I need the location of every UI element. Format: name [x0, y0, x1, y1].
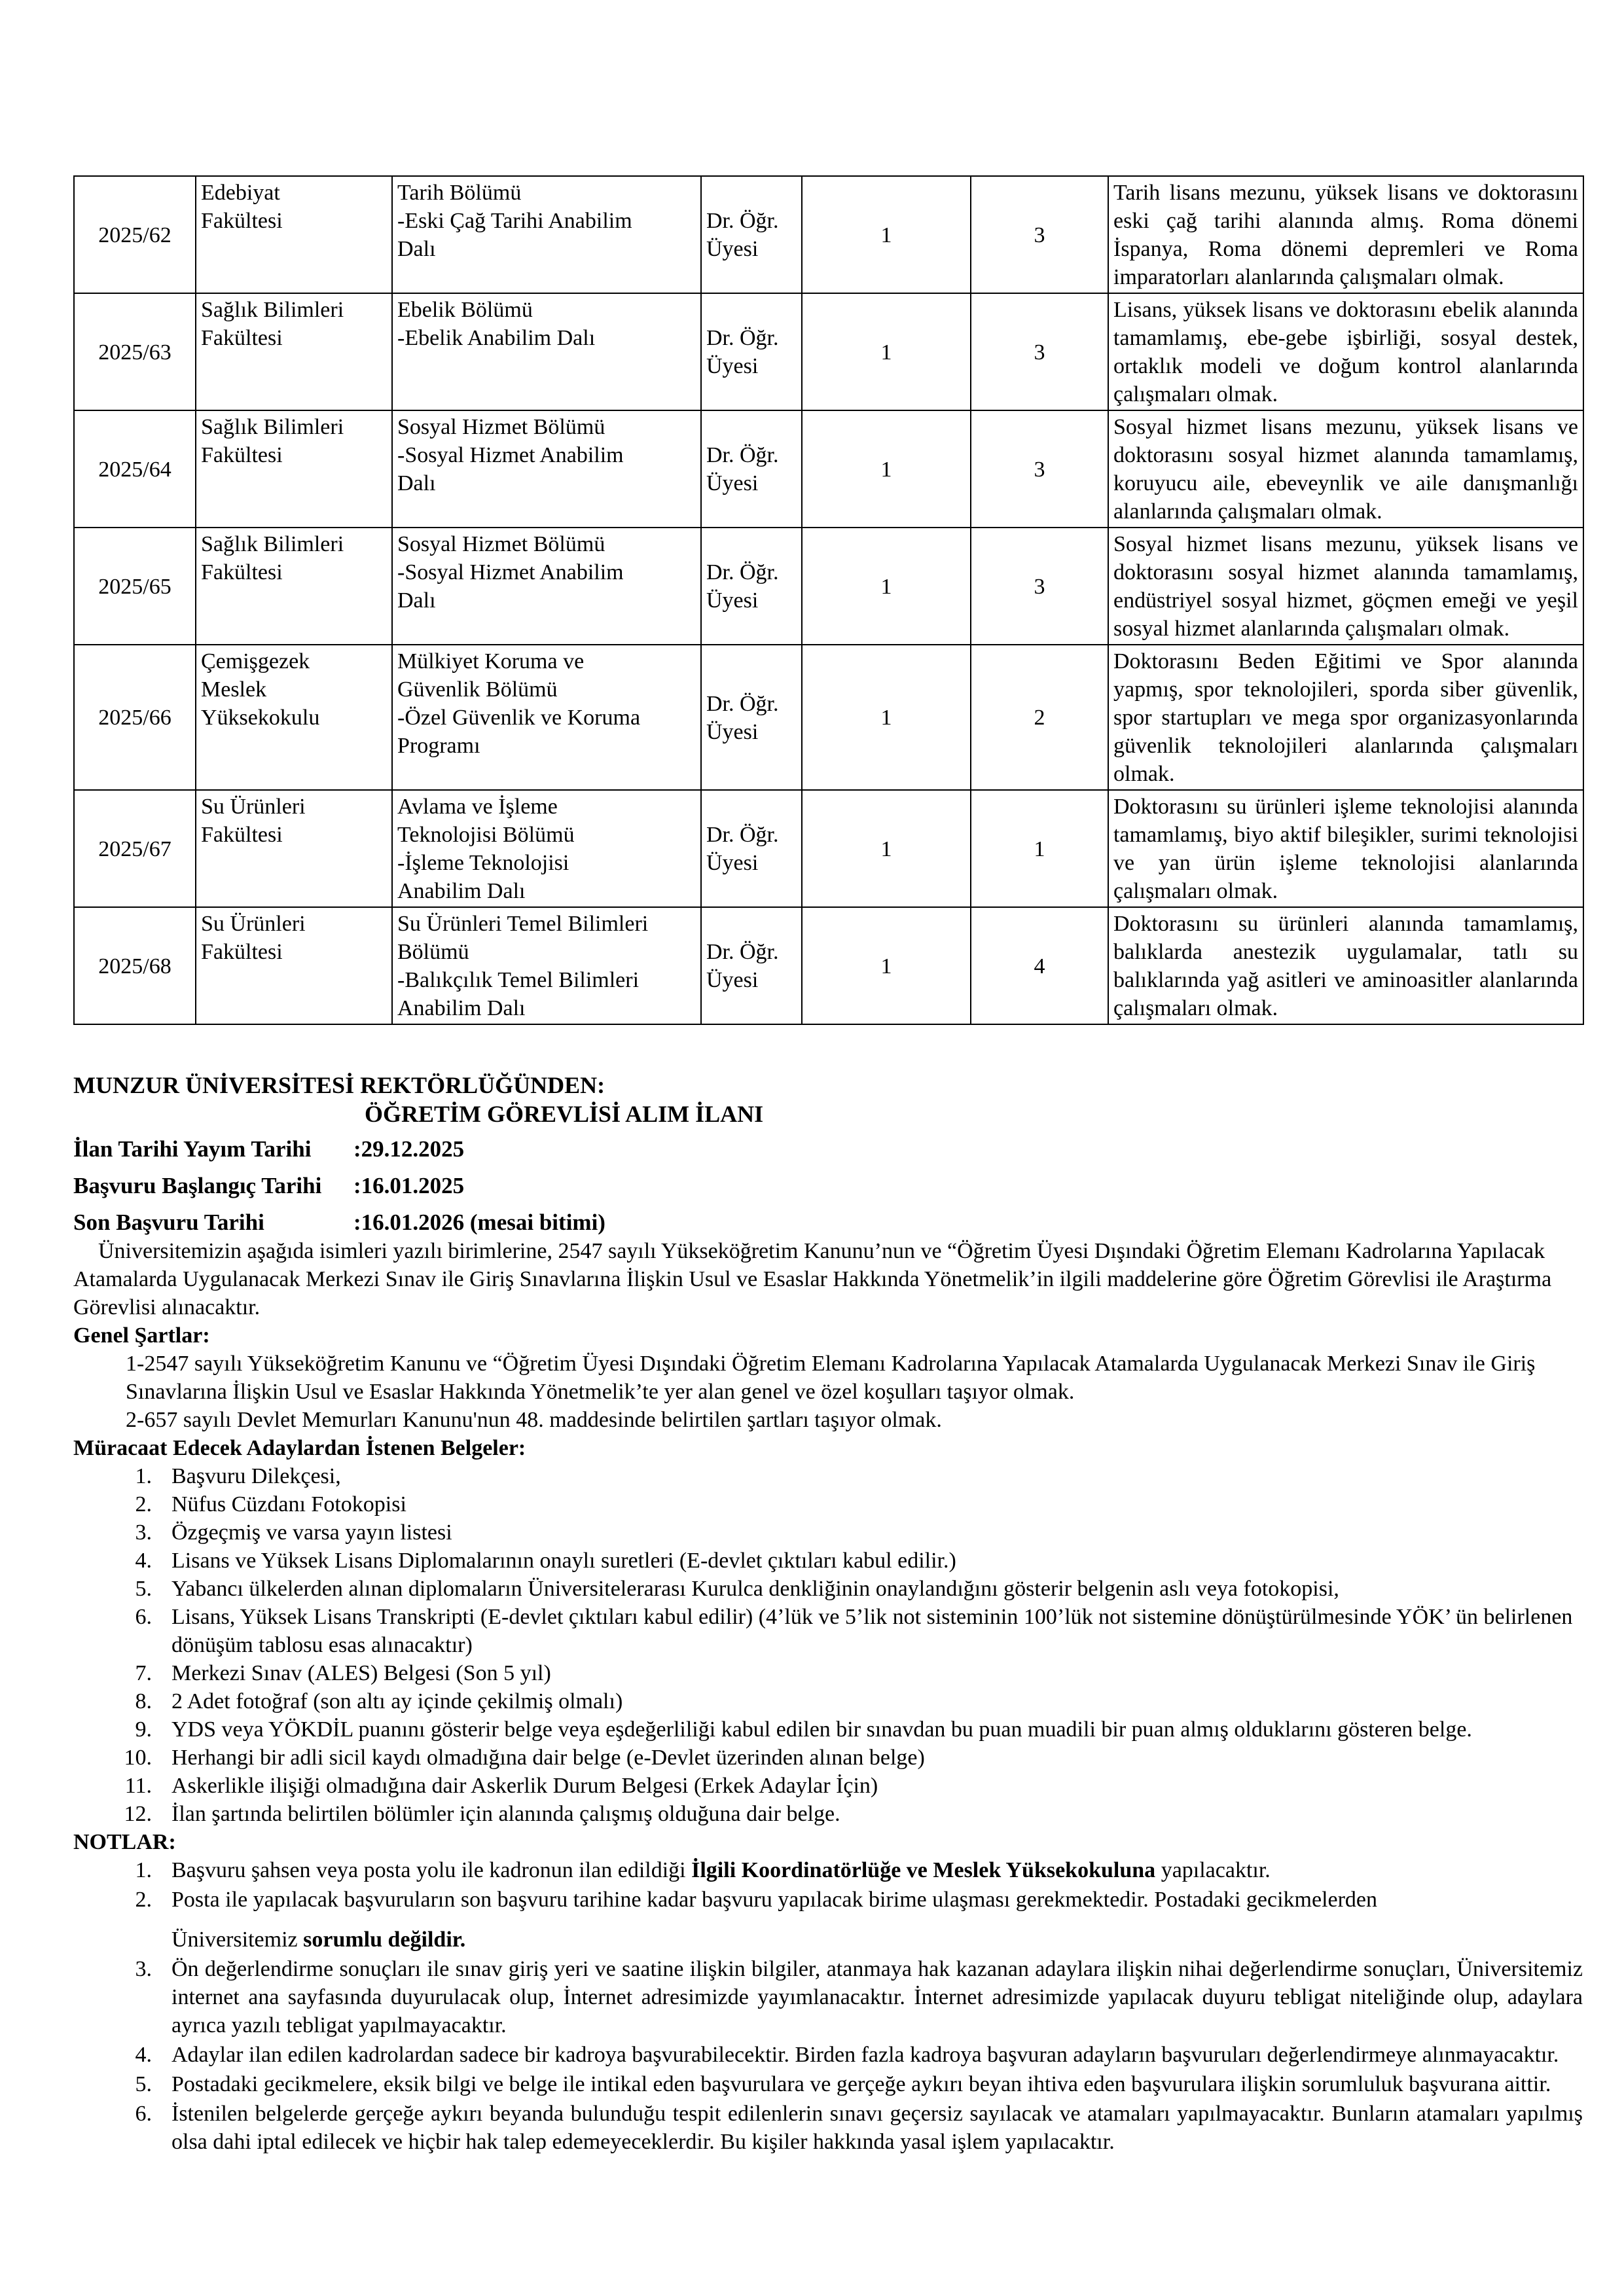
document-item: [73, 1659, 1583, 1687]
faculty-line: Sağlık Bilimleri: [201, 532, 344, 556]
document-text: Lisans ve Yüksek Lisans Diplomalarının onaylı suretleri (E-devlet çıktıları kabul edilir.): [171, 1549, 956, 1573]
note-number: 4.: [135, 2043, 152, 2067]
position-number: 2025/63: [74, 293, 196, 410]
title-line: Üyesi: [706, 719, 759, 744]
note-text: Başvuru şahsen veya posta yolu ile kadronun ilan edildiği: [171, 1858, 692, 1882]
faculty-line: Çemişgezek: [201, 649, 310, 673]
document-item: [73, 1603, 1583, 1659]
department-line: Mülkiyet Koruma ve: [397, 649, 585, 673]
position-row: [74, 410, 1583, 528]
faculty-line: Edebiyat: [201, 181, 280, 205]
deadline-value: :16.01.2026 (mesai bitimi): [353, 1210, 605, 1235]
document-item: [73, 1715, 1583, 1744]
department-line: Teknolojisi Bölümü: [397, 823, 575, 847]
publish-date-value: :29.12.2025: [353, 1136, 465, 1162]
position-degree: 4: [971, 907, 1108, 1024]
note-emphasis: İlgili Koordinatörlüğe ve Meslek Yüksekokuluna: [691, 1858, 1156, 1882]
requirement-cell: Tarih lisans mezunu, yüksek lisans ve doktorasını eski çağ tarihi alanında almış. Roma dönemi İspanya, Roma dönemi depremleri ve Roma imparatorları alanlarında çalışmaları olmak.: [1108, 176, 1583, 293]
faculty-line: Su Ürünleri: [201, 795, 306, 819]
note-item: [73, 1856, 1583, 1884]
title-line: Üyesi: [706, 588, 759, 613]
documents-list: [73, 1462, 1583, 1828]
department-line: Su Ürünleri Temel Bilimleri: [397, 912, 649, 936]
faculty-cell: [196, 176, 392, 293]
title-line: Üyesi: [706, 237, 759, 261]
announcement: [73, 1071, 1583, 2157]
document-number: 9.: [135, 1717, 152, 1742]
position-count: 1: [802, 293, 971, 410]
department-line: -Ebelik Anabilim Dalı: [397, 326, 596, 350]
publish-date-label: İlan Tarihi Yayım Tarihi: [73, 1136, 312, 1162]
position-number: 2025/62: [74, 176, 196, 293]
document-item: [73, 1800, 1583, 1828]
document-number: 5.: [135, 1577, 152, 1601]
faculty-cell: [196, 790, 392, 907]
faculty-line: Sağlık Bilimleri: [201, 415, 344, 439]
note-text: Postadaki gecikmelere, eksik bilgi ve belge ile intikal eden başvurulara ve gerçeğe aykırı beyan ihtiva eden başvurulara ilişkin sorumluluk başvurana aittir.: [171, 2072, 1551, 2096]
title-line: Dr. Öğr.: [706, 560, 779, 584]
document-number: 1.: [135, 1464, 152, 1488]
note-text: Üniversitemiz: [171, 1928, 304, 1952]
department-line: Güvenlik Bölümü: [397, 677, 558, 702]
title-cell: [701, 293, 802, 410]
document-text: Nüfus Cüzdanı Fotokopisi: [171, 1492, 406, 1516]
title-line: Dr. Öğr.: [706, 940, 779, 964]
deadline-row: [73, 1208, 1583, 1237]
document-item: [73, 1575, 1583, 1603]
position-number: 2025/66: [74, 645, 196, 790]
title-line: Dr. Öğr.: [706, 823, 779, 847]
position-number: 2025/68: [74, 907, 196, 1024]
document-text: YDS veya YÖKDİL puanını gösterir belge veya eşdeğerliliği kabul edilen bir sınavdan bu puan muadili bir puan almış olduklarını gösteren belge.: [171, 1717, 1472, 1742]
document-number: 3.: [135, 1520, 152, 1545]
position-number: 2025/65: [74, 528, 196, 645]
document-item: [73, 1772, 1583, 1800]
title-cell: [701, 907, 802, 1024]
document-number: 2.: [135, 1492, 152, 1516]
position-number: 2025/67: [74, 790, 196, 907]
department-line: -Balıkçılık Temel Bilimleri: [397, 968, 640, 992]
document-number: 8.: [135, 1689, 152, 1713]
note-text: Ön değerlendirme sonuçları ile sınav giriş yeri ve saatine ilişkin bilgiler, atanmaya hak kazanan adaylara ilişkin nihai değerlendirme sonuçları, Üniversitemiz internet ana sayfasında duyurulacak olup, İnternet adresimizde yayımlanacaktır. İnternet adresimizde yapılacak duyuru tebligat niteliğinde olup, adaylara ayrıca yazılı tebligat yapılmayacaktır.: [171, 1957, 1583, 2037]
position-number: 2025/64: [74, 410, 196, 528]
department-line: -Eski Çağ Tarihi Anabilim: [397, 209, 632, 233]
start-date-value: :16.01.2025: [353, 1173, 465, 1198]
document-text: Yabancı ülkelerden alınan diplomaların Üniversitelerarası Kurulca denkliğinin onaylandığını gösterir belgenin aslı veya fotokopisi,: [171, 1577, 1339, 1601]
title-cell: [701, 790, 802, 907]
title-cell: [701, 176, 802, 293]
department-line: Avlama ve İşleme: [397, 795, 558, 819]
position-count: 1: [802, 410, 971, 528]
document-item: [73, 1687, 1583, 1715]
department-cell: [392, 790, 701, 907]
faculty-line: Fakültesi: [201, 326, 283, 350]
document-text: Askerlikle ilişiği olmadığına dair Askerlik Durum Belgesi (Erkek Adaylar İçin): [171, 1774, 878, 1798]
position-degree: 3: [971, 410, 1108, 528]
positions-table: [73, 175, 1584, 1025]
faculty-line: Su Ürünleri: [201, 912, 306, 936]
faculty-line: Yüksekokulu: [201, 706, 320, 730]
requirement-cell: Lisans, yüksek lisans ve doktorasını ebelik alanında tamamlamış, ebe-gebe işbirliği, sosyal destek, ortaklık modeli ve doğum kontrol alanlarında çalışmaları olmak.: [1108, 293, 1583, 410]
requirement-cell: Doktorasını su ürünleri işleme teknolojisi alanında tamamlamış, biyo aktif bileşikler, surimi teknolojisi ve yan ürün işleme teknolojisi alanlarında çalışmaları olmak.: [1108, 790, 1583, 907]
note-item: [73, 2070, 1583, 2098]
notes-list: [73, 1856, 1583, 2156]
position-row: [74, 176, 1583, 293]
position-row: [74, 907, 1583, 1024]
position-row: [74, 790, 1583, 907]
note-number: 3.: [135, 1957, 152, 1981]
note-number: 2.: [135, 1888, 152, 1912]
faculty-cell: [196, 528, 392, 645]
date-block: [73, 1135, 1583, 1237]
document-text: İlan şartında belirtilen bölümler için alanında çalışmış olduğuna dair belge.: [171, 1802, 840, 1826]
document-number: 10.: [124, 1746, 152, 1770]
faculty-cell: [196, 645, 392, 790]
document-number: 4.: [135, 1549, 152, 1573]
title-cell: [701, 528, 802, 645]
start-date-row: [73, 1172, 1583, 1200]
title-line: Üyesi: [706, 354, 759, 378]
title-line: Dr. Öğr.: [706, 443, 779, 467]
document-item: [73, 1518, 1583, 1547]
position-count: 1: [802, 176, 971, 293]
note-text: yapılacaktır.: [1155, 1858, 1271, 1882]
general-condition-2: 2-657 sayılı Devlet Memurları Kanunu'nun 48. maddesinde belirtilen şartları taşıyor olmak.: [126, 1408, 942, 1432]
document-text: 2 Adet fotoğraf (son altı ay içinde çekilmiş olmalı): [171, 1689, 623, 1713]
faculty-line: Sağlık Bilimleri: [201, 298, 344, 322]
department-cell: [392, 293, 701, 410]
department-line: Tarih Bölümü: [397, 181, 522, 205]
note-number: 1.: [135, 1858, 152, 1882]
department-line: -Sosyal Hizmet Anabilim: [397, 443, 624, 467]
faculty-cell: [196, 907, 392, 1024]
document-text: Özgeçmiş ve varsa yayın listesi: [171, 1520, 452, 1545]
department-line: Dalı: [397, 237, 436, 261]
department-line: Dalı: [397, 588, 436, 613]
position-degree: 3: [971, 176, 1108, 293]
department-line: Sosyal Hizmet Bölümü: [397, 532, 605, 556]
note-item: [73, 2041, 1583, 2069]
department-cell: [392, 907, 701, 1024]
title-cell: [701, 410, 802, 528]
document-item: [73, 1744, 1583, 1772]
document-number: 6.: [135, 1605, 152, 1629]
department-line: -Özel Güvenlik ve Koruma: [397, 706, 641, 730]
document-number: 7.: [135, 1661, 152, 1685]
position-row: [74, 293, 1583, 410]
department-line: -İşleme Teknolojisi: [397, 851, 569, 875]
faculty-line: Fakültesi: [201, 209, 283, 233]
announcement-heading: MUNZUR ÜNİVERSİTESİ REKTÖRLÜĞÜNDEN:: [73, 1072, 605, 1098]
position-count: 1: [802, 645, 971, 790]
note-number: 6.: [135, 2102, 152, 2126]
department-cell: [392, 176, 701, 293]
position-row: [74, 645, 1583, 790]
department-line: Sosyal Hizmet Bölümü: [397, 415, 605, 439]
faculty-cell: [196, 410, 392, 528]
documents-title: Müracaat Edecek Adaylardan İstenen Belgeler:: [73, 1436, 526, 1460]
start-date-label: Başvuru Başlangıç Tarihi: [73, 1173, 322, 1198]
faculty-line: Meslek: [201, 677, 267, 702]
department-line: Bölümü: [397, 940, 469, 964]
note-text: Posta ile yapılacak başvuruların son başvuru tarihine kadar başvuru yapılacak birime ulaşması gerekmektedir. Postadaki gecikmelerden: [171, 1888, 1378, 1912]
document-text: Lisans, Yüksek Lisans Transkripti (E-devlet çıktıları kabul edilir) (4’lük ve 5’lik not sisteminin 100’lük not sistemine dönüştürülmesinde YÖK’ ün belirlenen dönüşüm tablosu esas alınacaktır): [171, 1605, 1573, 1657]
intro-paragraph: Üniversitemizin aşağıda isimleri yazılı birimlerine, 2547 sayılı Yükseköğretim Kanunu’nun ve “Öğretim Üyesi Dışındaki Öğretim Elemanı Kadrolarına Yapılacak Atamalarda Uygulanacak Merkezi Sınav ile Giriş Sınavlarına İlişkin Usul ve Esaslar Hakkında Yönetmelik’in ilgili maddelerine göre Öğretim Görevlisi ile Araştırma Görevlisi alınacaktır.: [73, 1239, 1552, 1319]
department-line: Ebelik Bölümü: [397, 298, 533, 322]
faculty-line: Fakültesi: [201, 443, 283, 467]
document-number: 12.: [124, 1802, 152, 1826]
note-number: 5.: [135, 2072, 152, 2096]
requirement-cell: Sosyal hizmet lisans mezunu, yüksek lisans ve doktorasını sosyal hizmet alanında tamamlamış, endüstriyel sosyal hizmet, göçmen emeği ve yeşil sosyal hizmet alanlarında çalışmaları olmak.: [1108, 528, 1583, 645]
department-line: Anabilim Dalı: [397, 879, 526, 903]
department-line: -Sosyal Hizmet Anabilim: [397, 560, 624, 584]
requirement-cell: Doktorasını Beden Eğitimi ve Spor alanında yapmış, spor teknolojileri, sporda siber güvenlik, spor startupları ve mega spor organizasyonlarında güvenlik teknolojileri alanlarında çalışmaları olmak.: [1108, 645, 1583, 790]
position-degree: 3: [971, 293, 1108, 410]
document-text: Merkezi Sınav (ALES) Belgesi (Son 5 yıl): [171, 1661, 551, 1685]
title-line: Dr. Öğr.: [706, 691, 779, 716]
position-degree: 2: [971, 645, 1108, 790]
note-item: [73, 1886, 1583, 1954]
deadline-label: Son Başvuru Tarihi: [73, 1210, 264, 1235]
title-line: Üyesi: [706, 851, 759, 875]
requirement-cell: Sosyal hizmet lisans mezunu, yüksek lisans ve doktorasını sosyal hizmet alanında tamamlamış, koruyucu aile, ebeveynlik ve aile danışmanlığı alanlarında çalışmaları olmak.: [1108, 410, 1583, 528]
document-number: 11.: [124, 1774, 152, 1798]
title-line: Dr. Öğr.: [706, 209, 779, 233]
note-text: Adaylar ilan edilen kadrolardan sadece bir kadroya başvurabilecektir. Birden fazla kadroya başvuran adayların başvuruları değerlendirmeye alınmayacaktır.: [171, 2043, 1559, 2067]
general-condition-1: 1-2547 sayılı Yükseköğretim Kanunu ve “Öğretim Üyesi Dışındaki Öğretim Elemanı Kadrolarına Yapılacak Atamalarda Uygulanacak Merkezi Sınav ile Giriş Sınavlarına İlişkin Usul ve Esaslar Hakkında Yönetmelik’te yer alan genel ve özel koşulları taşıyor olmak.: [126, 1352, 1536, 1404]
announcement-subheading: ÖĞRETİM GÖREVLİSİ ALIM İLANI: [365, 1101, 764, 1127]
position-row: [74, 528, 1583, 645]
department-cell: [392, 410, 701, 528]
document-item: [73, 1490, 1583, 1518]
faculty-line: Fakültesi: [201, 940, 283, 964]
publish-date-row: [73, 1135, 1583, 1164]
position-count: 1: [802, 907, 971, 1024]
department-cell: [392, 645, 701, 790]
faculty-line: Fakültesi: [201, 823, 283, 847]
title-line: Üyesi: [706, 968, 759, 992]
department-line: Programı: [397, 734, 480, 758]
title-line: Üyesi: [706, 471, 759, 495]
requirement-cell: Doktorasını su ürünleri alanında tamamlamış, balıklarda anestezik uygulamalar, tatlı su balıklarında yağ asitleri ve aminoasitler alanlarında çalışmaları olmak.: [1108, 907, 1583, 1024]
note-text: İstenilen belgelerde gerçeğe aykırı beyanda bulunduğu tespit edilenlerin sınavı geçersiz sayılacak ve atamaları yapılmayacaktır. Bunların atamaları yapılmış olsa dahi iptal edilecek ve hiçbir hak talep edemeyeceklerdir. Bu kişiler hakkında yasal işlem yapılacaktır.: [171, 2102, 1583, 2154]
department-line: Anabilim Dalı: [397, 996, 526, 1020]
faculty-line: Fakültesi: [201, 560, 283, 584]
note-emphasis: sorumlu değildir.: [303, 1928, 466, 1952]
document-item: [73, 1462, 1583, 1490]
title-line: Dr. Öğr.: [706, 326, 779, 350]
document-text: Herhangi bir adli sicil kaydı olmadığına dair belge (e-Devlet üzerinden alınan belge): [171, 1746, 925, 1770]
note-item: [73, 2100, 1583, 2156]
title-cell: [701, 645, 802, 790]
general-conditions-title: Genel Şartlar:: [73, 1323, 210, 1348]
position-degree: 1: [971, 790, 1108, 907]
position-degree: 3: [971, 528, 1108, 645]
position-count: 1: [802, 528, 971, 645]
notes-title: NOTLAR:: [73, 1830, 176, 1854]
faculty-cell: [196, 293, 392, 410]
positions-table-body: [74, 176, 1583, 1024]
document-text: Başvuru Dilekçesi,: [171, 1464, 341, 1488]
department-line: Dalı: [397, 471, 436, 495]
document-item: [73, 1547, 1583, 1575]
department-cell: [392, 528, 701, 645]
position-count: 1: [802, 790, 971, 907]
note-item: [73, 1955, 1583, 2039]
